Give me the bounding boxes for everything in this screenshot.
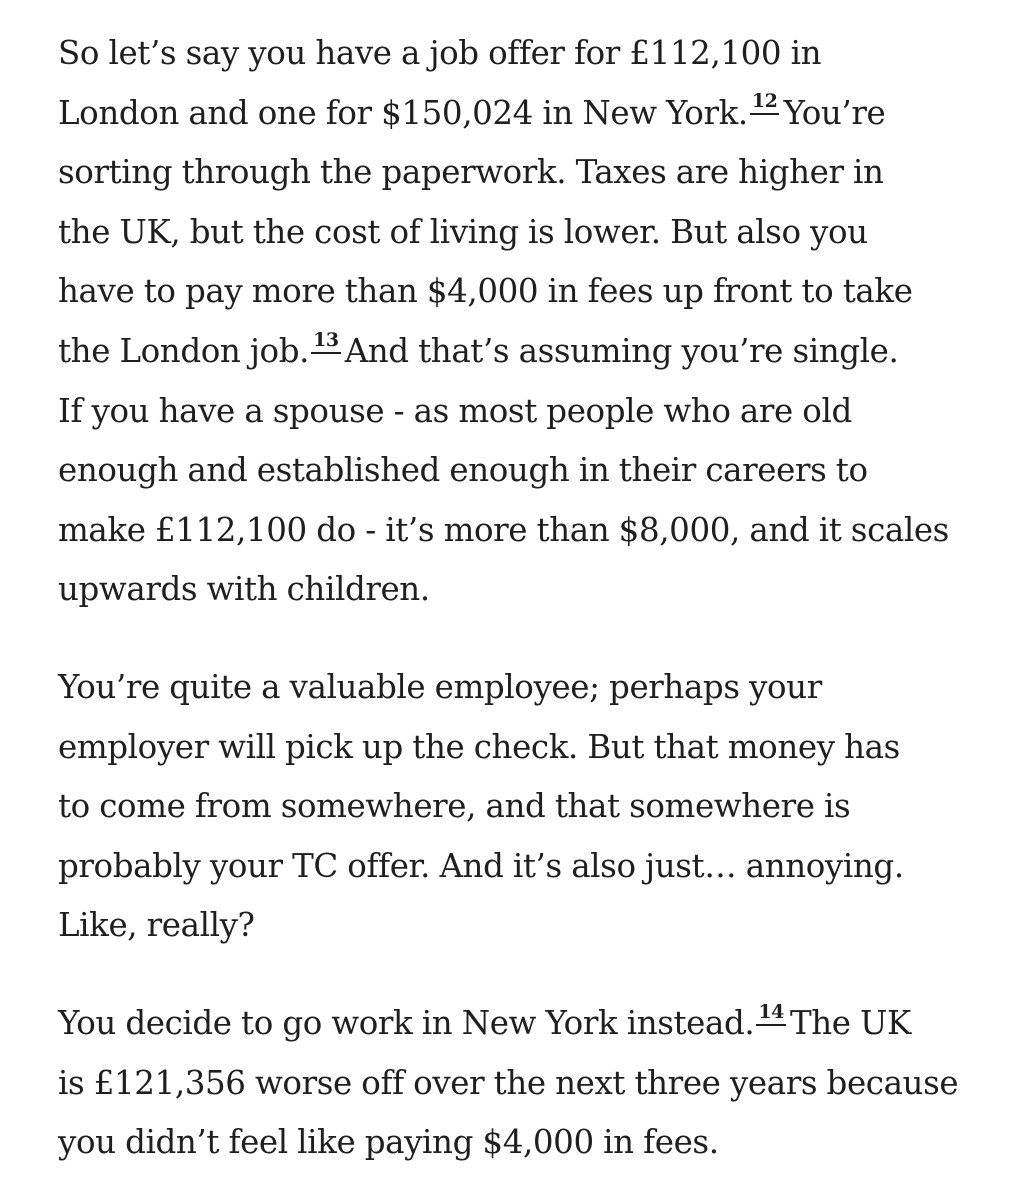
text-line	[58, 441, 998, 501]
line-text: you didn’t feel like paying $4,000 in fees.	[58, 1123, 719, 1162]
line-text: You’re	[783, 93, 886, 132]
text-line	[58, 896, 998, 956]
text-line	[58, 1113, 998, 1173]
line-text: probably your TC offer. And it’s also just… annoying.	[58, 846, 904, 885]
paragraph-2	[58, 658, 998, 956]
line-text: If you have a spouse - as most people who are old	[58, 391, 852, 430]
line-text: You decide to go work in New York instead.	[58, 1003, 755, 1042]
text-line	[58, 994, 998, 1054]
line-text: So let’s say you have a job offer for £112,100 in	[58, 34, 822, 72]
article-body	[58, 24, 998, 1173]
line-text: And that’s assuming you’re single.	[344, 331, 899, 370]
text-line	[58, 382, 998, 442]
text-line	[58, 777, 998, 837]
footnote-link-13[interactable]: 13	[311, 331, 341, 354]
text-line	[58, 203, 998, 263]
text-line	[58, 501, 998, 561]
line-text: is £121,356 worse off over the next three years because	[58, 1063, 959, 1102]
line-text: employer will pick up the check. But that money has	[58, 727, 900, 766]
paragraph-1	[58, 24, 998, 620]
text-line	[58, 560, 998, 620]
line-text: sorting through the paperwork. Taxes are higher in	[58, 153, 884, 192]
footnote-link-14[interactable]: 14	[756, 1003, 786, 1026]
line-text: The UK	[789, 1003, 911, 1042]
footnote-link-12[interactable]: 12	[750, 92, 780, 115]
line-text: You’re quite a valuable employee; perhaps your	[58, 667, 822, 706]
text-line	[58, 24, 998, 84]
text-line	[58, 84, 998, 144]
text-line	[58, 143, 998, 203]
text-line	[58, 322, 998, 382]
text-line	[58, 837, 998, 897]
paragraph-3	[58, 994, 998, 1173]
line-text: London and one for $150,024 in New York.	[58, 93, 748, 132]
line-text: have to pay more than $4,000 in fees up front to take	[58, 272, 913, 311]
text-line	[58, 718, 998, 778]
text-line	[58, 1054, 998, 1114]
line-text: the UK, but the cost of living is lower. But also you	[58, 212, 868, 251]
line-text: upwards with children.	[58, 570, 430, 609]
line-text: the London job.	[58, 331, 310, 370]
text-line	[58, 658, 998, 718]
text-line	[58, 262, 998, 322]
line-text: to come from somewhere, and that somewhere is	[58, 787, 851, 826]
line-text: enough and established enough in their careers to	[58, 451, 868, 490]
line-text: make £112,100 do - it’s more than $8,000, and it scales	[58, 510, 949, 549]
line-text: Like, really?	[58, 906, 255, 945]
